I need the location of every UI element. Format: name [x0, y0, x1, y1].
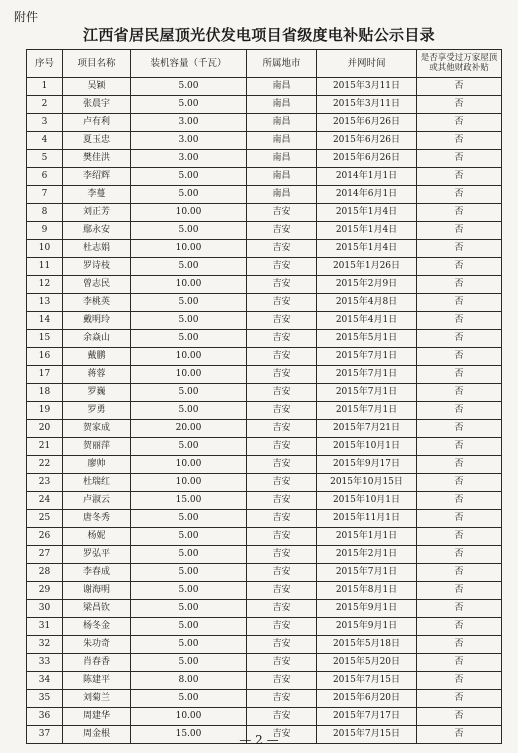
project-name-cell: 杜志娟	[63, 240, 131, 258]
capacity-cell: 5.00	[131, 402, 247, 420]
table-row	[27, 258, 502, 276]
project-name-cell: 廖帅	[63, 456, 131, 474]
capacity-cell: 10.00	[131, 240, 247, 258]
table-row	[27, 366, 502, 384]
table-row	[27, 96, 502, 114]
grid-date-cell: 2015年6月26日	[317, 132, 417, 150]
grid-date-cell: 2015年4月8日	[317, 294, 417, 312]
subsidy-status-cell: 否	[417, 312, 502, 330]
city-cell: 南昌	[247, 78, 317, 96]
grid-date-cell: 2015年9月1日	[317, 618, 417, 636]
grid-date-cell: 2015年5月20日	[317, 654, 417, 672]
project-name-cell: 唐冬秀	[63, 510, 131, 528]
project-name-cell: 戴鹏	[63, 348, 131, 366]
table-row	[27, 600, 502, 618]
capacity-cell: 5.00	[131, 618, 247, 636]
row-index-cell: 11	[27, 258, 63, 276]
subsidy-status-cell: 否	[417, 132, 502, 150]
grid-date-cell: 2015年9月17日	[317, 456, 417, 474]
row-index-cell: 1	[27, 78, 63, 96]
grid-date-cell: 2015年6月20日	[317, 690, 417, 708]
capacity-cell: 5.00	[131, 546, 247, 564]
table-row	[27, 312, 502, 330]
subsidy-status-cell: 否	[417, 510, 502, 528]
row-index-cell: 37	[27, 726, 63, 744]
project-name-cell: 李桃英	[63, 294, 131, 312]
table-body	[27, 78, 502, 744]
table-row	[27, 114, 502, 132]
city-cell: 吉安	[247, 348, 317, 366]
table-row	[27, 690, 502, 708]
subsidy-status-cell: 否	[417, 222, 502, 240]
row-index-cell: 10	[27, 240, 63, 258]
subsidy-table	[26, 49, 502, 744]
project-name-cell: 卢有利	[63, 114, 131, 132]
table-row	[27, 204, 502, 222]
capacity-cell: 15.00	[131, 492, 247, 510]
city-cell: 吉安	[247, 618, 317, 636]
grid-date-cell: 2015年1月4日	[317, 204, 417, 222]
grid-date-cell: 2015年11月1日	[317, 510, 417, 528]
subsidy-status-cell: 否	[417, 438, 502, 456]
table-row	[27, 384, 502, 402]
header-project-name: 项目名称	[63, 50, 131, 78]
row-index-cell: 19	[27, 402, 63, 420]
project-name-cell: 李蔓	[63, 186, 131, 204]
row-index-cell: 18	[27, 384, 63, 402]
capacity-cell: 5.00	[131, 636, 247, 654]
grid-date-cell: 2015年1月26日	[317, 258, 417, 276]
table-row	[27, 294, 502, 312]
row-index-cell: 31	[27, 618, 63, 636]
table-row	[27, 402, 502, 420]
row-index-cell: 13	[27, 294, 63, 312]
table-row	[27, 420, 502, 438]
capacity-cell: 5.00	[131, 78, 247, 96]
header-city: 所属地市	[247, 50, 317, 78]
grid-date-cell: 2015年5月18日	[317, 636, 417, 654]
subsidy-status-cell: 否	[417, 708, 502, 726]
grid-date-cell: 2015年3月11日	[317, 96, 417, 114]
capacity-cell: 5.00	[131, 168, 247, 186]
header-grid-date: 并网时间	[317, 50, 417, 78]
grid-date-cell: 2015年7月1日	[317, 402, 417, 420]
row-index-cell: 21	[27, 438, 63, 456]
project-name-cell: 戴明玲	[63, 312, 131, 330]
grid-date-cell: 2015年10月1日	[317, 492, 417, 510]
project-name-cell: 贺丽萍	[63, 438, 131, 456]
city-cell: 吉安	[247, 654, 317, 672]
row-index-cell: 29	[27, 582, 63, 600]
grid-date-cell: 2015年10月1日	[317, 438, 417, 456]
city-cell: 吉安	[247, 528, 317, 546]
subsidy-status-cell: 否	[417, 258, 502, 276]
project-name-cell: 罗诗枝	[63, 258, 131, 276]
project-name-cell: 谢海明	[63, 582, 131, 600]
project-name-cell: 李春成	[63, 564, 131, 582]
subsidy-status-cell: 否	[417, 564, 502, 582]
capacity-cell: 10.00	[131, 276, 247, 294]
city-cell: 吉安	[247, 708, 317, 726]
row-index-cell: 5	[27, 150, 63, 168]
city-cell: 南昌	[247, 186, 317, 204]
capacity-cell: 5.00	[131, 438, 247, 456]
subsidy-status-cell: 否	[417, 600, 502, 618]
row-index-cell: 6	[27, 168, 63, 186]
document-title: 江西省居民屋顶光伏发电项目省级度电补贴公示目录	[83, 26, 435, 44]
subsidy-status-cell: 否	[417, 366, 502, 384]
capacity-cell: 10.00	[131, 204, 247, 222]
subsidy-status-cell: 否	[417, 672, 502, 690]
capacity-cell: 5.00	[131, 96, 247, 114]
grid-date-cell: 2015年9月1日	[317, 600, 417, 618]
header-capacity: 装机容量（千瓦）	[131, 50, 247, 78]
row-index-cell: 32	[27, 636, 63, 654]
header-index: 序号	[27, 50, 63, 78]
project-name-cell: 罗巍	[63, 384, 131, 402]
capacity-cell: 5.00	[131, 690, 247, 708]
row-index-cell: 9	[27, 222, 63, 240]
grid-date-cell: 2015年6月26日	[317, 150, 417, 168]
capacity-cell: 15.00	[131, 726, 247, 744]
subsidy-status-cell: 否	[417, 168, 502, 186]
project-name-cell: 朱功奇	[63, 636, 131, 654]
row-index-cell: 3	[27, 114, 63, 132]
city-cell: 吉安	[247, 330, 317, 348]
capacity-cell: 5.00	[131, 330, 247, 348]
capacity-cell: 20.00	[131, 420, 247, 438]
project-name-cell: 陈建平	[63, 672, 131, 690]
capacity-cell: 5.00	[131, 600, 247, 618]
capacity-cell: 8.00	[131, 672, 247, 690]
table-row	[27, 132, 502, 150]
grid-date-cell: 2015年7月15日	[317, 672, 417, 690]
grid-date-cell: 2014年1月1日	[317, 168, 417, 186]
table-row	[27, 240, 502, 258]
row-index-cell: 28	[27, 564, 63, 582]
grid-date-cell: 2015年7月1日	[317, 366, 417, 384]
grid-date-cell: 2015年8月1日	[317, 582, 417, 600]
city-cell: 南昌	[247, 150, 317, 168]
subsidy-status-cell: 否	[417, 456, 502, 474]
grid-date-cell: 2015年2月9日	[317, 276, 417, 294]
grid-date-cell: 2015年1月1日	[317, 528, 417, 546]
project-name-cell: 余焱山	[63, 330, 131, 348]
capacity-cell: 5.00	[131, 384, 247, 402]
row-index-cell: 36	[27, 708, 63, 726]
grid-date-cell: 2015年4月1日	[317, 312, 417, 330]
capacity-cell: 5.00	[131, 186, 247, 204]
project-name-cell: 贺家成	[63, 420, 131, 438]
city-cell: 吉安	[247, 438, 317, 456]
table-row	[27, 168, 502, 186]
row-index-cell: 26	[27, 528, 63, 546]
capacity-cell: 5.00	[131, 654, 247, 672]
project-name-cell: 梁昌钦	[63, 600, 131, 618]
row-index-cell: 20	[27, 420, 63, 438]
table-row	[27, 456, 502, 474]
row-index-cell: 4	[27, 132, 63, 150]
capacity-cell: 3.00	[131, 150, 247, 168]
capacity-cell: 5.00	[131, 582, 247, 600]
city-cell: 吉安	[247, 474, 317, 492]
project-name-cell: 吴颖	[63, 78, 131, 96]
project-name-cell: 肖春香	[63, 654, 131, 672]
capacity-cell: 10.00	[131, 366, 247, 384]
city-cell: 吉安	[247, 600, 317, 618]
city-cell: 吉安	[247, 564, 317, 582]
city-cell: 吉安	[247, 240, 317, 258]
table-row	[27, 438, 502, 456]
row-index-cell: 34	[27, 672, 63, 690]
table-row	[27, 186, 502, 204]
subsidy-status-cell: 否	[417, 240, 502, 258]
city-cell: 吉安	[247, 402, 317, 420]
subsidy-status-cell: 否	[417, 186, 502, 204]
table-row	[27, 546, 502, 564]
subsidy-status-cell: 否	[417, 546, 502, 564]
table-row	[27, 636, 502, 654]
project-name-cell: 李绍辉	[63, 168, 131, 186]
subsidy-status-cell: 否	[417, 726, 502, 744]
project-name-cell: 夏玉忠	[63, 132, 131, 150]
subsidy-status-cell: 否	[417, 492, 502, 510]
city-cell: 吉安	[247, 672, 317, 690]
capacity-cell: 5.00	[131, 564, 247, 582]
subsidy-status-cell: 否	[417, 78, 502, 96]
page-number: — 2 —	[239, 733, 279, 747]
row-index-cell: 8	[27, 204, 63, 222]
grid-date-cell: 2015年2月1日	[317, 546, 417, 564]
row-index-cell: 24	[27, 492, 63, 510]
project-name-cell: 刘菊兰	[63, 690, 131, 708]
project-name-cell: 杜瑞红	[63, 474, 131, 492]
row-index-cell: 22	[27, 456, 63, 474]
capacity-cell: 5.00	[131, 510, 247, 528]
subsidy-status-cell: 否	[417, 654, 502, 672]
subsidy-status-cell: 否	[417, 150, 502, 168]
city-cell: 吉安	[247, 726, 317, 744]
table-row	[27, 708, 502, 726]
attachment-label: 附件	[14, 10, 39, 24]
row-index-cell: 35	[27, 690, 63, 708]
capacity-cell: 5.00	[131, 294, 247, 312]
city-cell: 吉安	[247, 276, 317, 294]
project-name-cell: 樊佳洪	[63, 150, 131, 168]
subsidy-status-cell: 否	[417, 618, 502, 636]
city-cell: 吉安	[247, 690, 317, 708]
subsidy-status-cell: 否	[417, 474, 502, 492]
subsidy-status-cell: 否	[417, 330, 502, 348]
city-cell: 吉安	[247, 258, 317, 276]
table-row	[27, 672, 502, 690]
project-name-cell: 卢淑云	[63, 492, 131, 510]
row-index-cell: 23	[27, 474, 63, 492]
grid-date-cell: 2015年7月1日	[317, 384, 417, 402]
table-row	[27, 330, 502, 348]
subsidy-status-cell: 否	[417, 384, 502, 402]
capacity-cell: 5.00	[131, 258, 247, 276]
city-cell: 吉安	[247, 582, 317, 600]
table-row	[27, 654, 502, 672]
subsidy-status-cell: 否	[417, 114, 502, 132]
subsidy-status-cell: 否	[417, 96, 502, 114]
table-row	[27, 348, 502, 366]
row-index-cell: 7	[27, 186, 63, 204]
row-index-cell: 33	[27, 654, 63, 672]
city-cell: 吉安	[247, 312, 317, 330]
project-name-cell: 鄢永安	[63, 222, 131, 240]
table-row	[27, 564, 502, 582]
capacity-cell: 10.00	[131, 348, 247, 366]
row-index-cell: 27	[27, 546, 63, 564]
project-name-cell: 罗弘平	[63, 546, 131, 564]
project-name-cell: 周金根	[63, 726, 131, 744]
table-row	[27, 618, 502, 636]
grid-date-cell: 2015年7月1日	[317, 348, 417, 366]
table-row	[27, 510, 502, 528]
capacity-cell: 3.00	[131, 132, 247, 150]
table-row	[27, 474, 502, 492]
grid-date-cell: 2015年7月17日	[317, 708, 417, 726]
row-index-cell: 12	[27, 276, 63, 294]
city-cell: 南昌	[247, 168, 317, 186]
city-cell: 吉安	[247, 420, 317, 438]
row-index-cell: 15	[27, 330, 63, 348]
subsidy-status-cell: 否	[417, 528, 502, 546]
table-row	[27, 222, 502, 240]
subsidy-status-cell: 否	[417, 420, 502, 438]
city-cell: 吉安	[247, 384, 317, 402]
row-index-cell: 25	[27, 510, 63, 528]
capacity-cell: 5.00	[131, 528, 247, 546]
table-row	[27, 276, 502, 294]
table-row	[27, 150, 502, 168]
grid-date-cell: 2015年6月26日	[317, 114, 417, 132]
row-index-cell: 30	[27, 600, 63, 618]
grid-date-cell: 2015年7月1日	[317, 564, 417, 582]
grid-date-cell: 2015年5月1日	[317, 330, 417, 348]
subsidy-status-cell: 否	[417, 636, 502, 654]
city-cell: 吉安	[247, 456, 317, 474]
grid-date-cell: 2015年10月15日	[317, 474, 417, 492]
project-name-cell: 张晨宇	[63, 96, 131, 114]
grid-date-cell: 2015年1月4日	[317, 240, 417, 258]
row-index-cell: 14	[27, 312, 63, 330]
capacity-cell: 10.00	[131, 474, 247, 492]
city-cell: 吉安	[247, 294, 317, 312]
subsidy-status-cell: 否	[417, 402, 502, 420]
project-name-cell: 罗勇	[63, 402, 131, 420]
grid-date-cell: 2015年1月4日	[317, 222, 417, 240]
city-cell: 吉安	[247, 510, 317, 528]
project-name-cell: 杨妮	[63, 528, 131, 546]
city-cell: 吉安	[247, 636, 317, 654]
subsidy-status-cell: 否	[417, 582, 502, 600]
project-name-cell: 周建华	[63, 708, 131, 726]
grid-date-cell: 2015年7月21日	[317, 420, 417, 438]
subsidy-status-cell: 否	[417, 276, 502, 294]
capacity-cell: 5.00	[131, 222, 247, 240]
header-subsidy: 是否享受过万家屋顶或其他财政补贴	[417, 50, 502, 78]
subsidy-status-cell: 否	[417, 294, 502, 312]
city-cell: 南昌	[247, 96, 317, 114]
city-cell: 吉安	[247, 222, 317, 240]
table-row	[27, 528, 502, 546]
project-name-cell: 刘正芳	[63, 204, 131, 222]
table-row	[27, 582, 502, 600]
row-index-cell: 16	[27, 348, 63, 366]
city-cell: 吉安	[247, 204, 317, 222]
capacity-cell: 10.00	[131, 456, 247, 474]
city-cell: 吉安	[247, 366, 317, 384]
city-cell: 南昌	[247, 132, 317, 150]
project-name-cell: 曾志民	[63, 276, 131, 294]
table-header-row	[27, 50, 502, 78]
capacity-cell: 5.00	[131, 312, 247, 330]
capacity-cell: 10.00	[131, 708, 247, 726]
capacity-cell: 3.00	[131, 114, 247, 132]
subsidy-status-cell: 否	[417, 348, 502, 366]
subsidy-status-cell: 否	[417, 204, 502, 222]
row-index-cell: 17	[27, 366, 63, 384]
project-name-cell: 杨冬金	[63, 618, 131, 636]
grid-date-cell: 2015年3月11日	[317, 78, 417, 96]
city-cell: 吉安	[247, 546, 317, 564]
table-row	[27, 78, 502, 96]
city-cell: 南昌	[247, 114, 317, 132]
subsidy-status-cell: 否	[417, 690, 502, 708]
project-name-cell: 蒋蓉	[63, 366, 131, 384]
table-row	[27, 492, 502, 510]
row-index-cell: 2	[27, 96, 63, 114]
grid-date-cell: 2014年6月1日	[317, 186, 417, 204]
grid-date-cell: 2015年7月15日	[317, 726, 417, 744]
city-cell: 吉安	[247, 492, 317, 510]
